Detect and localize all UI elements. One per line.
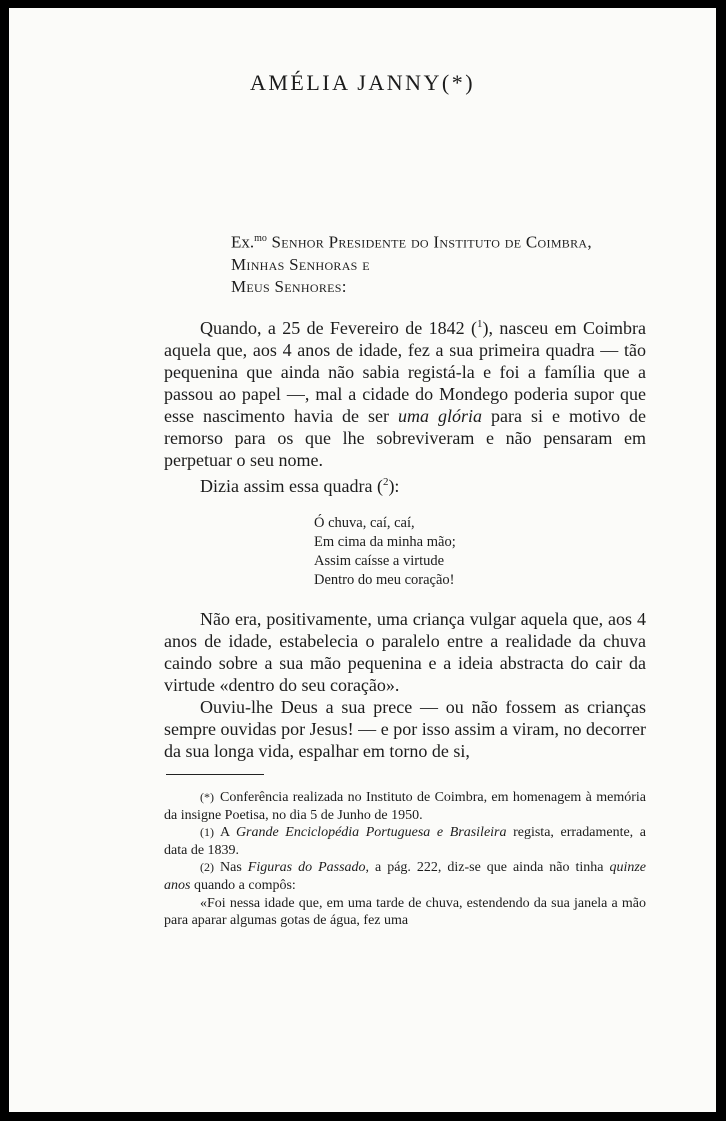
footnote-1: (1) A Grande Enciclopédia Portuguesa e Brasileira regista, erradamente, a data de 1839. xyxy=(164,825,646,858)
footnote-2-continuation: «Foi nessa idade que, em uma tarde de chuva, estendendo da sua janela a mão para aparar algumas gotas de água, fez uma xyxy=(164,895,646,929)
document-page xyxy=(9,8,716,1112)
paragraph-block-1 xyxy=(164,313,646,497)
footnote-2: (2) Nas Figuras do Passado, a pág. 222, diz-se que ainda não tinha quinze anos quando a compôs: xyxy=(164,860,646,893)
poem-line: Dentro do meu coração! xyxy=(314,572,455,588)
footnote-divider xyxy=(166,774,264,775)
salutation-line-1: Ex.$^{mo}$ Senhor Presidente do Instituto de Coimbra, xyxy=(231,232,592,252)
poem-quatrain xyxy=(314,514,456,590)
footnote-star: (*) Conferência realizada no Instituto de Coimbra, em homenagem à memória da insigne Poetisa, no dia 5 de Junho de 1950. xyxy=(164,790,646,823)
paragraph-3: Ouviu-lhe Deus a sua prece — ou não fossem as crianças sempre ouvidas por Jesus! — e por isso assim a viram, no decorrer da sua longa vida, espalhar em torno de si, xyxy=(164,697,646,761)
salutation xyxy=(231,228,592,298)
footnotes xyxy=(164,789,646,930)
poem-line: Em cima da minha mão; xyxy=(314,534,456,550)
salutation-line-2: Minhas Senhoras e xyxy=(231,254,370,274)
poem-line: Assim caísse a virtude xyxy=(314,553,445,569)
salutation-line-3: Meus Senhores: xyxy=(231,276,347,296)
page-title: AMÉLIA JANNY(*) xyxy=(249,70,476,95)
paragraph-2: Não era, positivamente, uma criança vulgar aquela que, aos 4 anos de idade, estabelecia o paralelo entre a realidade da chuva caindo sobre a sua mão pequenina e a ideia abstracta do cair da virtude «dentro do seu coração». xyxy=(164,609,646,695)
paragraph-1: Quando, a 25 de Fevereiro de 1842 ($^1$), nasceu em Coimbra aquela que, aos 4 anos de idade, fez a sua primeira quadra — tão pequenina que ainda não sabia registá-la e foi a família que a passou ao papel —, mal a cidade do Mondego poderia supor que esse nascimento havia de ser uma glória para si e motivo de remorso para os que lhe sobreviveram e não pensaram em perpetuar o seu nome. xyxy=(164,318,647,470)
paragraph-1b: Dizia assim essa quadra ($^2$): xyxy=(200,476,400,496)
poem-line: Ó chuva, caí, caí, xyxy=(314,515,415,531)
paragraph-block-2 xyxy=(164,608,646,762)
